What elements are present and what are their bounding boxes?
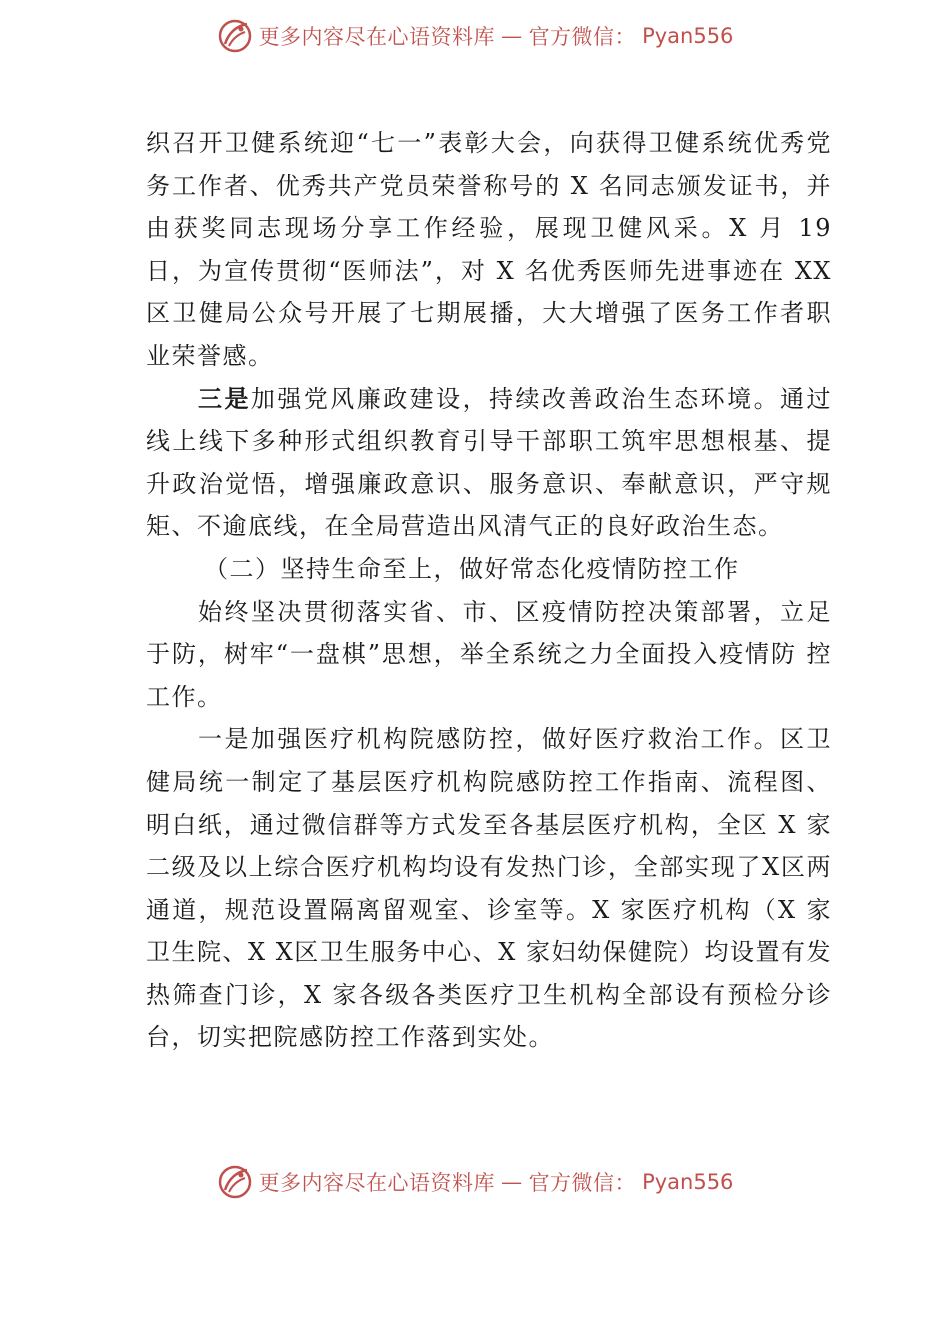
- paragraph-4: 一是加强医疗机构院感防控，做好医疗救治工作。区卫健局统一制定了基层医疗机构院感防控工作指南、流程图、 明白纸，通过微信群等方式发至各基层医疗机构，全区 X 家二级及以上综合医疗机构均设有发热门诊，全部实现了X区两通道，规范设置隔离留观室、诊室等。X 家医疗机构（X 家卫生院、X X区卫生服务中心、X 家妇幼保健院）均设置有发热筛查门诊，X 家各级各类医疗卫生机构全部设有预检分诊台，切实把院感防控工作落到实处。: [146, 725, 833, 1052]
- logo-icon: [217, 1164, 253, 1200]
- header-dash: —: [501, 24, 523, 48]
- header-wechat-label: 官方微信：: [528, 25, 637, 49]
- footer-wechat-label: 官方微信：: [528, 1171, 637, 1195]
- document-body: [146, 122, 832, 1059]
- paragraph-2-text: 加强党风廉政建设，持续改善政治生态环境。通过线上线下多种形式组织教育引导干部职工筑牢思想根基、提升政治觉悟，增强廉政意识、服务意识、奉献意识，严守规矩、不逾底线，在全局营造出风清气正的良好政治生态。: [146, 384, 833, 541]
- paragraph-2-lead: 三是: [198, 383, 251, 413]
- paragraph-2: [146, 378, 832, 548]
- header-brand: 更多内容尽在心语资料库: [258, 25, 496, 49]
- logo-icon: [217, 18, 253, 54]
- paragraph-3: 始终坚决贯彻落实省、市、区疫情防控决策部署，立足于防，树牢“一盘棋”思想，举全系统之力全面投入疫情防 控工作。: [146, 597, 832, 711]
- footer-dash: —: [501, 1170, 523, 1194]
- footer-brand: 更多内容尽在心语资料库: [258, 1171, 496, 1195]
- header-banner: [0, 14, 950, 58]
- footer-wechat-id: Pyan556: [642, 1170, 734, 1194]
- section-heading: （二）坚持生命至上，做好常态化疫情防控工作: [204, 554, 740, 583]
- footer-banner: [0, 1160, 950, 1204]
- header-wechat-id: Pyan556: [642, 24, 734, 48]
- paragraph-1: 织召开卫健系统迎“七一”表彰大会，向获得卫健系统优秀党务工作者、优秀共产党员荣誉称号的 X 名同志颁发证书，并由获奖同志现场分享工作经验，展现卫健风采。X 月 19 日，为宣传贯彻“医师法”，对 X 名优秀医师先进事迹在 XX区卫健局公众号开展了七期展播，大大增强了医务工作者职业荣誉感。: [146, 129, 832, 370]
